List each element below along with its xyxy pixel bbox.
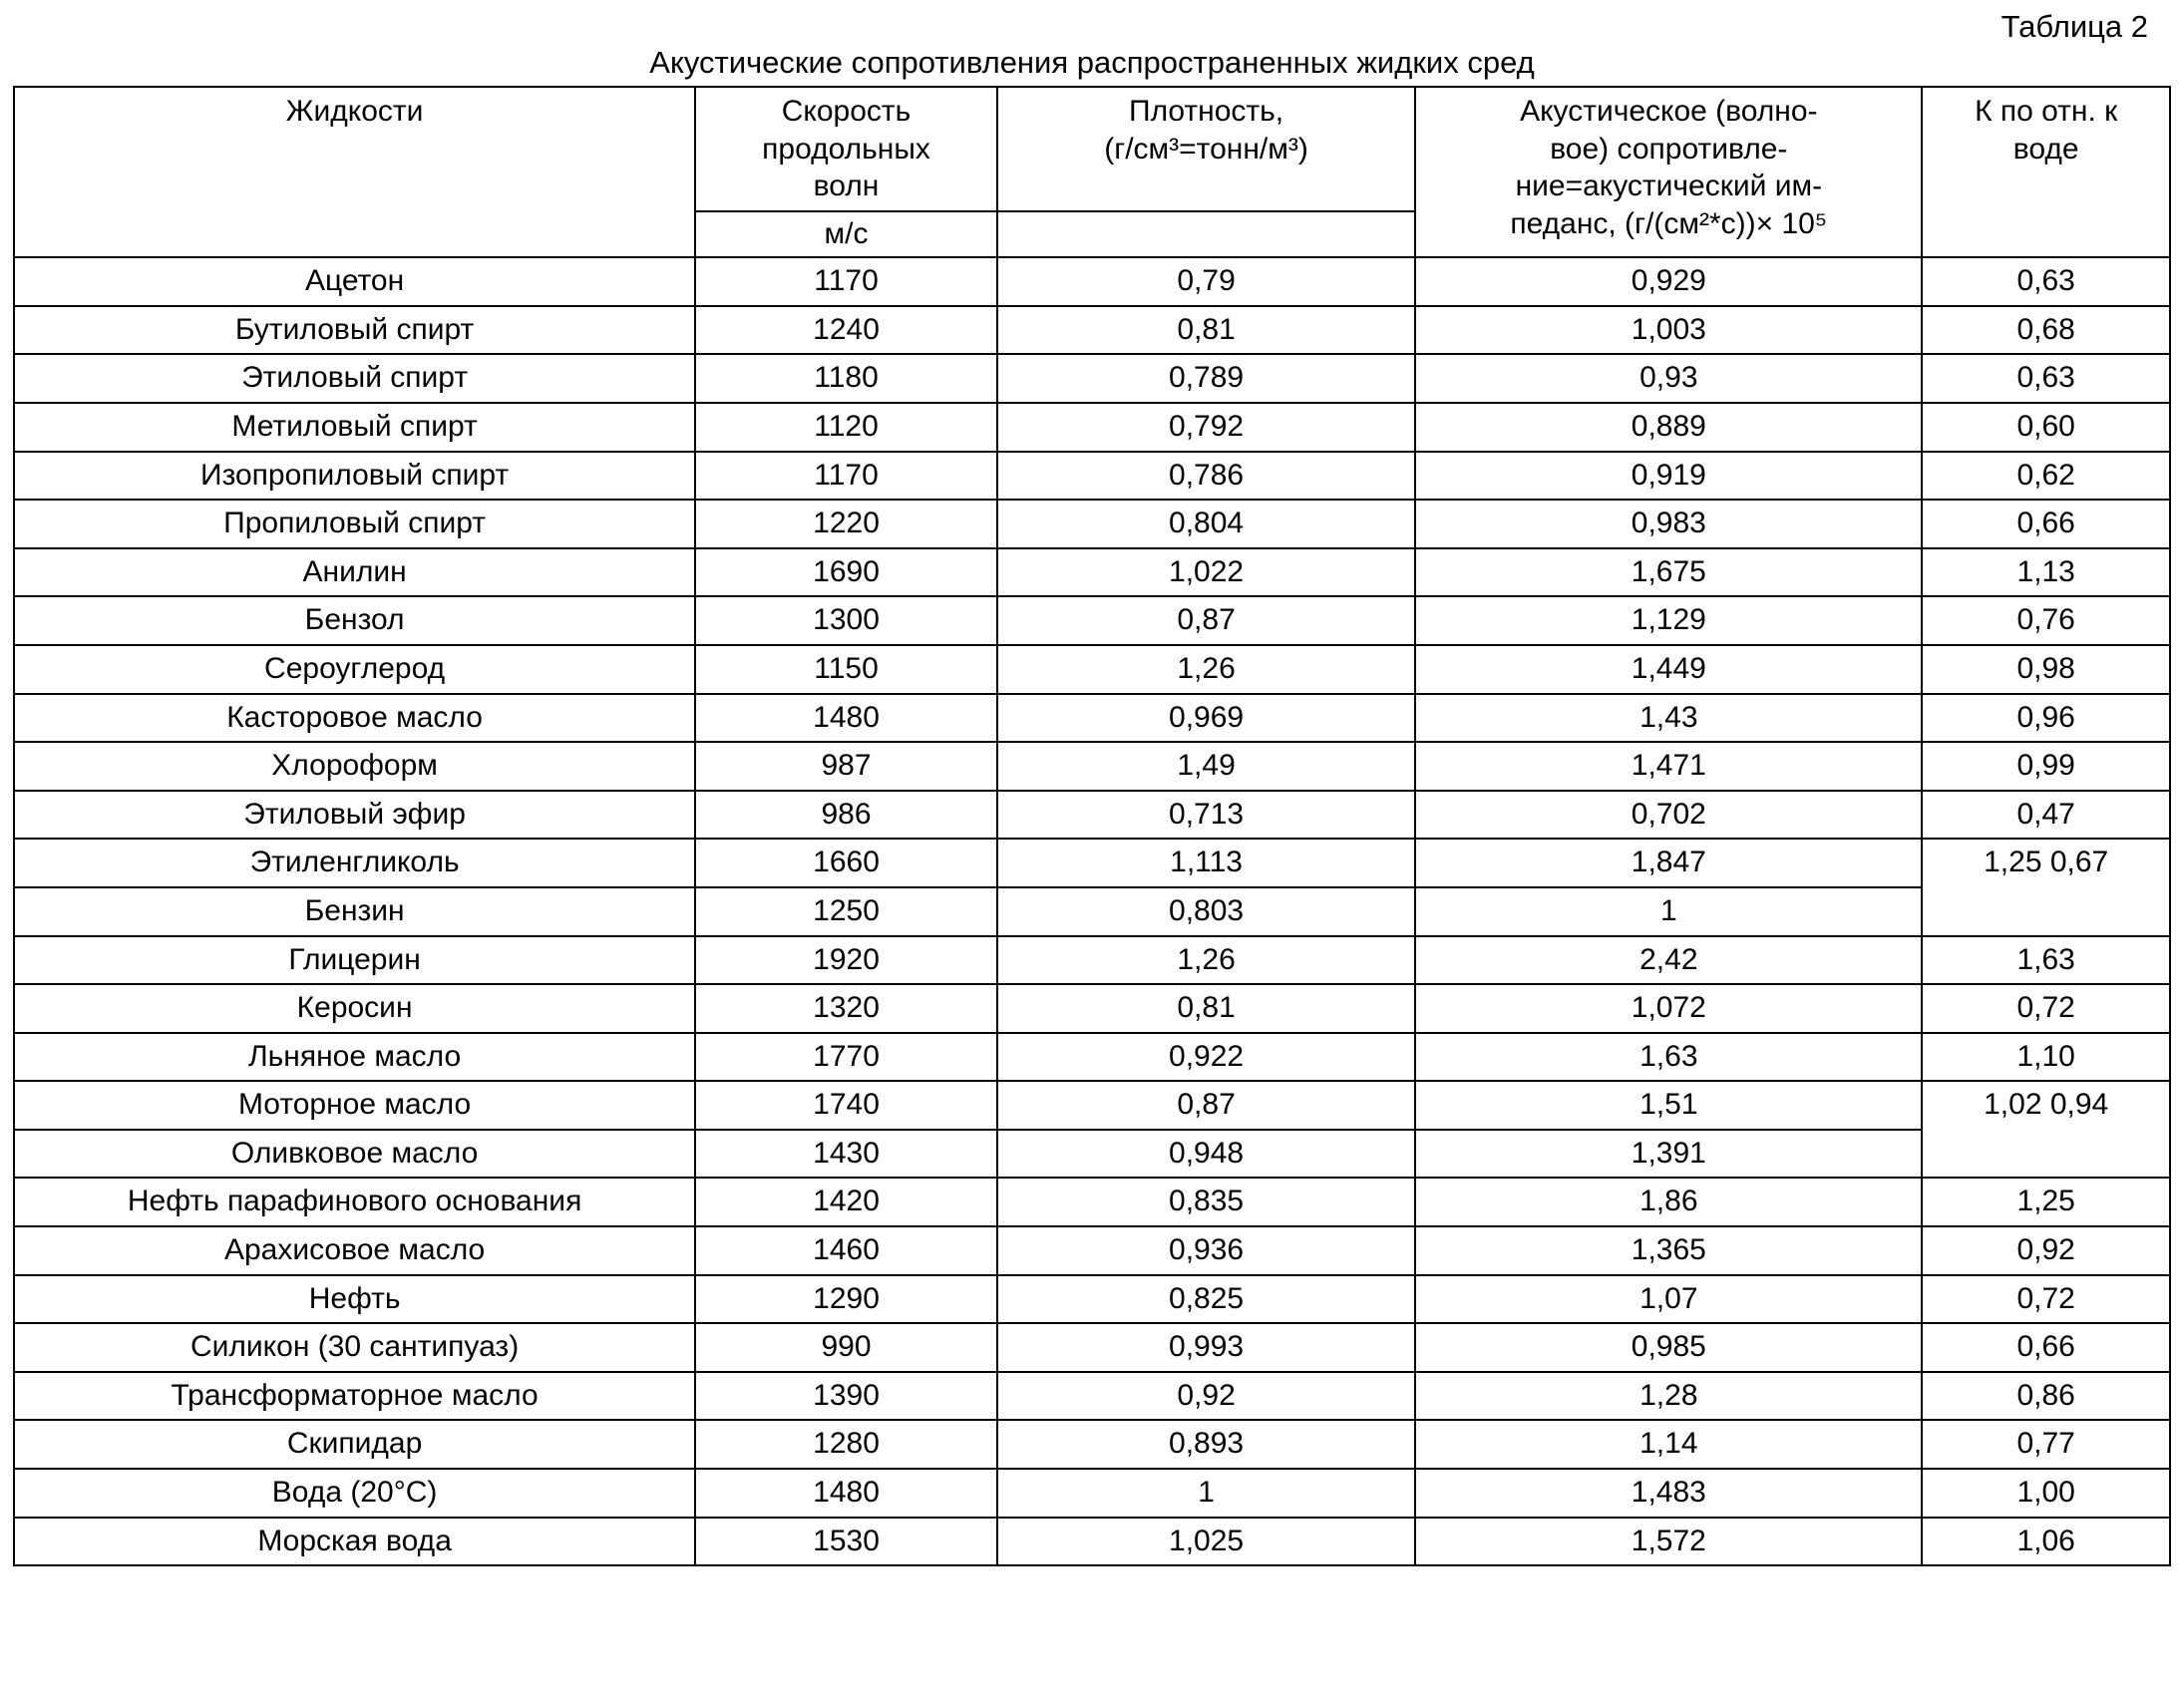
impedance-cell: 0,983 [1415, 500, 1922, 548]
table-title: Акустические сопротивления распространенных жидких сред [649, 45, 1535, 81]
speed-cell: 1320 [695, 984, 997, 1033]
liquid-name-cell: Пропиловый спирт [14, 500, 695, 548]
table-number-label: Таблица 2 [2001, 9, 2148, 44]
density-cell: 0,713 [997, 791, 1415, 840]
table-header [14, 87, 2170, 257]
speed-cell: 1280 [695, 1420, 997, 1469]
density-cell: 1,022 [997, 548, 1415, 597]
header-line: волн [813, 170, 880, 203]
speed-cell: 1170 [695, 452, 997, 501]
table-row [14, 596, 2170, 645]
table-row [14, 742, 2170, 791]
liquid-name-cell: Льняное масло [14, 1033, 695, 1082]
header-line: К по отн. к [1975, 95, 2118, 129]
speed-cell: 1530 [695, 1518, 997, 1566]
impedance-cell: 1,63 [1415, 1033, 1922, 1082]
liquid-name-cell: Нефть [14, 1275, 695, 1324]
k-cell: 0,66 [1922, 1323, 2170, 1372]
table-row [14, 1518, 2170, 1566]
impedance-cell: 0,889 [1415, 403, 1922, 452]
impedance-cell: 1,365 [1415, 1226, 1922, 1275]
k-cell: 1,25 0,67 [1922, 839, 2170, 935]
density-cell: 0,948 [997, 1130, 1415, 1179]
liquid-name-cell: Моторное масло [14, 1081, 695, 1130]
table-row [14, 257, 2170, 306]
table-row [14, 1226, 2170, 1275]
header-line: Жидкости [285, 95, 424, 129]
impedance-cell: 1,572 [1415, 1518, 1922, 1566]
header-liquids [14, 87, 695, 257]
k-cell: 0,66 [1922, 500, 2170, 548]
liquid-name-cell: Трансформаторное масло [14, 1372, 695, 1421]
density-cell: 0,789 [997, 354, 1415, 403]
k-cell: 1,63 [1922, 936, 2170, 985]
header-row-main [14, 87, 2170, 211]
impedance-cell: 1,28 [1415, 1372, 1922, 1421]
liquid-name-cell: Метиловый спирт [14, 403, 695, 452]
impedance-cell: 1,14 [1415, 1420, 1922, 1469]
impedance-cell: 1 [1415, 887, 1922, 936]
speed-cell: 990 [695, 1323, 997, 1372]
density-cell: 0,936 [997, 1226, 1415, 1275]
density-cell: 0,893 [997, 1420, 1415, 1469]
liquid-name-cell: Глицерин [14, 936, 695, 985]
table-row [14, 354, 2170, 403]
table-row [14, 694, 2170, 743]
liquid-name-cell: Сероуглерод [14, 645, 695, 694]
k-cell: 0,68 [1922, 306, 2170, 355]
table-row [14, 1033, 2170, 1082]
header-line: продольных [762, 132, 930, 166]
table-row [14, 500, 2170, 548]
liquid-name-cell: Хлороформ [14, 742, 695, 791]
density-cell: 0,825 [997, 1275, 1415, 1324]
density-cell: 1,113 [997, 839, 1415, 887]
impedance-cell: 1,86 [1415, 1178, 1922, 1226]
density-cell: 0,786 [997, 452, 1415, 501]
speed-cell: 1420 [695, 1178, 997, 1226]
table-row [14, 1178, 2170, 1226]
impedance-cell: 1,072 [1415, 984, 1922, 1033]
liquid-name-cell: Нефть парафинового основания [14, 1178, 695, 1226]
speed-cell: 1120 [695, 403, 997, 452]
impedance-cell: 0,702 [1415, 791, 1922, 840]
table-row [14, 1323, 2170, 1372]
speed-cell: 986 [695, 791, 997, 840]
liquid-name-cell: Этиловый спирт [14, 354, 695, 403]
header-density [997, 87, 1415, 211]
density-cell: 0,803 [997, 887, 1415, 936]
density-cell: 0,81 [997, 306, 1415, 355]
table-row [14, 645, 2170, 694]
liquid-name-cell: Вода (20°С) [14, 1469, 695, 1518]
liquid-name-cell: Бензол [14, 596, 695, 645]
speed-cell: 1390 [695, 1372, 997, 1421]
table-row [14, 1275, 2170, 1324]
density-cell: 1,26 [997, 645, 1415, 694]
impedance-cell: 1,471 [1415, 742, 1922, 791]
k-cell: 0,60 [1922, 403, 2170, 452]
density-cell: 0,804 [997, 500, 1415, 548]
liquid-name-cell: Оливковое масло [14, 1130, 695, 1179]
impedance-cell: 1,391 [1415, 1130, 1922, 1179]
speed-cell: 1240 [695, 306, 997, 355]
k-cell: 0,92 [1922, 1226, 2170, 1275]
speed-cell: 1300 [695, 596, 997, 645]
k-cell: 0,77 [1922, 1420, 2170, 1469]
liquid-name-cell: Арахисовое масло [14, 1226, 695, 1275]
table-body [14, 257, 2170, 1565]
table-row [14, 791, 2170, 840]
liquid-name-cell: Ацетон [14, 257, 695, 306]
speed-cell: 1430 [695, 1130, 997, 1179]
liquid-name-cell: Бензин [14, 887, 695, 936]
header-line: Акустическое (волно- [1520, 95, 1818, 129]
k-cell: 0,72 [1922, 1275, 2170, 1324]
table-row [14, 1081, 2170, 1130]
impedance-cell: 0,93 [1415, 354, 1922, 403]
impedance-cell: 0,985 [1415, 1323, 1922, 1372]
k-cell: 0,99 [1922, 742, 2170, 791]
density-cell: 0,87 [997, 1081, 1415, 1130]
header-line: Плотность, [1129, 95, 1284, 129]
speed-cell: 1920 [695, 936, 997, 985]
impedance-cell: 1,129 [1415, 596, 1922, 645]
impedance-cell: 1,483 [1415, 1469, 1922, 1518]
table-row [14, 1130, 2170, 1179]
liquid-name-cell: Касторовое масло [14, 694, 695, 743]
impedance-cell: 1,003 [1415, 306, 1922, 355]
table-row [14, 403, 2170, 452]
impedance-cell: 1,51 [1415, 1081, 1922, 1130]
liquid-name-cell: Керосин [14, 984, 695, 1033]
density-cell: 0,79 [997, 257, 1415, 306]
k-cell: 1,13 [1922, 548, 2170, 597]
k-cell: 0,72 [1922, 984, 2170, 1033]
density-cell: 0,81 [997, 984, 1415, 1033]
speed-cell: 1480 [695, 1469, 997, 1518]
header-speed-unit: м/с [695, 211, 997, 258]
speed-cell: 1180 [695, 354, 997, 403]
table-row [14, 306, 2170, 355]
density-cell: 0,87 [997, 596, 1415, 645]
liquid-name-cell: Этиловый эфир [14, 791, 695, 840]
density-cell: 1 [997, 1469, 1415, 1518]
speed-cell: 1740 [695, 1081, 997, 1130]
table-row [14, 452, 2170, 501]
k-cell: 0,98 [1922, 645, 2170, 694]
density-cell: 1,025 [997, 1518, 1415, 1566]
impedance-cell: 1,449 [1415, 645, 1922, 694]
speed-cell: 1460 [695, 1226, 997, 1275]
table-row [14, 1372, 2170, 1421]
k-cell: 0,62 [1922, 452, 2170, 501]
header-line: вое) сопротивле- [1550, 132, 1788, 166]
table-row [14, 839, 2170, 887]
density-cell: 1,49 [997, 742, 1415, 791]
k-cell: 0,63 [1922, 257, 2170, 306]
liquid-name-cell: Морская вода [14, 1518, 695, 1566]
impedance-cell: 1,07 [1415, 1275, 1922, 1324]
liquids-table [13, 86, 2171, 1566]
impedance-cell: 1,847 [1415, 839, 1922, 887]
header-line: воде [2012, 132, 2079, 166]
table-row [14, 984, 2170, 1033]
table-row [14, 1420, 2170, 1469]
header-impedance [1415, 87, 1922, 257]
header-speed [695, 87, 997, 211]
speed-cell: 1660 [695, 839, 997, 887]
k-cell: 0,63 [1922, 354, 2170, 403]
k-cell: 1,10 [1922, 1033, 2170, 1082]
header-density-unit-empty [997, 211, 1415, 258]
liquid-name-cell: Бутиловый спирт [14, 306, 695, 355]
speed-cell: 987 [695, 742, 997, 791]
speed-cell: 1220 [695, 500, 997, 548]
k-cell: 1,06 [1922, 1518, 2170, 1566]
density-cell: 0,835 [997, 1178, 1415, 1226]
k-cell: 0,86 [1922, 1372, 2170, 1421]
liquid-name-cell: Силикон (30 сантипуаз) [14, 1323, 695, 1372]
speed-cell: 1290 [695, 1275, 997, 1324]
impedance-cell: 2,42 [1415, 936, 1922, 985]
impedance-cell: 1,43 [1415, 694, 1922, 743]
density-cell: 0,993 [997, 1323, 1415, 1372]
speed-cell: 1690 [695, 548, 997, 597]
density-cell: 0,969 [997, 694, 1415, 743]
speed-cell: 1250 [695, 887, 997, 936]
impedance-cell: 1,675 [1415, 548, 1922, 597]
table-row [14, 887, 2170, 936]
liquid-name-cell: Изопропиловый спирт [14, 452, 695, 501]
speed-cell: 1170 [695, 257, 997, 306]
header-line: Скорость [781, 95, 911, 129]
k-cell: 1,02 0,94 [1922, 1081, 2170, 1178]
density-cell: 0,92 [997, 1372, 1415, 1421]
header-line: педанс, (г/(см²*с))× 10⁵ [1510, 206, 1828, 240]
k-cell: 1,25 [1922, 1178, 2170, 1226]
liquid-name-cell: Анилин [14, 548, 695, 597]
header-line: ние=акустический им- [1515, 170, 1823, 203]
k-cell: 0,76 [1922, 596, 2170, 645]
k-cell: 0,47 [1922, 791, 2170, 840]
header-k-ratio [1922, 87, 2170, 257]
table-row [14, 1469, 2170, 1518]
k-cell: 0,96 [1922, 694, 2170, 743]
speed-cell: 1770 [695, 1033, 997, 1082]
speed-cell: 1480 [695, 694, 997, 743]
impedance-cell: 0,929 [1415, 257, 1922, 306]
density-cell: 0,922 [997, 1033, 1415, 1082]
speed-cell: 1150 [695, 645, 997, 694]
liquid-name-cell: Скипидар [14, 1420, 695, 1469]
table-row [14, 936, 2170, 985]
liquid-name-cell: Этиленгликоль [14, 839, 695, 887]
density-cell: 0,792 [997, 403, 1415, 452]
header-line: (г/см³=тонн/м³) [1104, 132, 1308, 166]
k-cell: 1,00 [1922, 1469, 2170, 1518]
density-cell: 1,26 [997, 936, 1415, 985]
table-row [14, 548, 2170, 597]
impedance-cell: 0,919 [1415, 452, 1922, 501]
